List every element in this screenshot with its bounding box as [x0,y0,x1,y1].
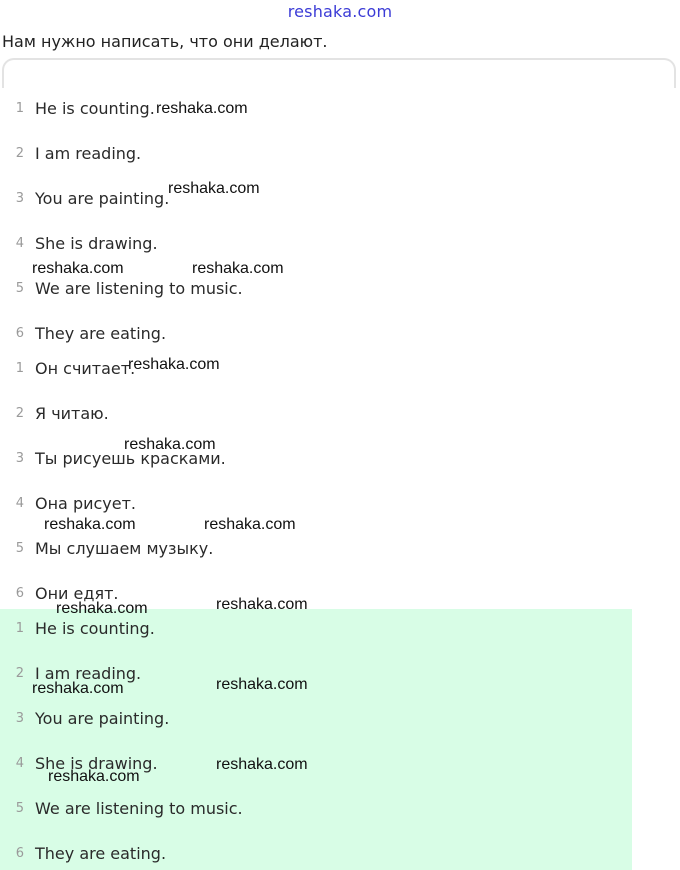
watermark: reshaka.com [216,676,308,693]
item-number: 5 [15,280,24,296]
item-number: 6 [15,845,24,861]
item-text: Он считает. [35,358,136,378]
list-item [0,322,166,344]
list-item [0,402,109,424]
item-number: 3 [15,190,24,206]
item-number: 2 [15,145,24,161]
item-text: Я читаю. [35,403,109,423]
item-number: 4 [15,755,24,771]
item-text: He is counting. [35,98,155,118]
answer-highlight [0,609,632,870]
item-number: 4 [15,495,24,511]
site-header-link[interactable]: reshaka.com [287,2,393,21]
watermark: reshaka.com [168,180,260,197]
watermark: reshaka.com [204,516,296,533]
item-text: We are listening to music. [35,798,243,818]
item-text: She is drawing. [35,753,158,773]
item-number: 2 [15,405,24,421]
intro-text: Нам нужно написать, что они делают. [2,32,328,51]
watermark: reshaka.com [216,596,308,613]
list-item [0,97,155,119]
watermark: reshaka.com [56,600,148,617]
watermark: reshaka.com [156,100,248,117]
item-text: He is counting. [35,618,155,638]
answer-item [0,707,169,729]
item-text: You are painting. [35,188,170,208]
item-number: 5 [15,540,24,556]
list-item [0,537,213,559]
watermark: reshaka.com [124,436,216,453]
watermark: reshaka.com [128,356,220,373]
list-item [0,277,243,299]
item-number: 1 [15,100,24,116]
item-text: We are listening to music. [35,278,243,298]
item-number: 3 [15,450,24,466]
list-item [0,187,169,209]
answer-item [0,842,166,864]
item-number: 6 [15,325,24,341]
answer-item [0,617,155,639]
list-item [0,142,141,164]
watermark: reshaka.com [32,260,124,277]
answer-box-border [2,58,676,88]
item-number: 1 [15,360,24,376]
item-number: 3 [15,710,24,726]
list-item [0,492,136,514]
answer-item [0,797,243,819]
watermark: reshaka.com [32,680,124,697]
item-text: Она рисует. [35,493,137,513]
list-item [0,357,135,379]
item-text: They are eating. [35,843,167,863]
item-text: You are painting. [35,708,170,728]
item-number: 4 [15,235,24,251]
watermark: reshaka.com [192,260,284,277]
item-text: I am reading. [35,143,142,163]
item-text: Ты рисуешь красками. [35,448,226,468]
item-text: Мы слушаем музыку. [35,538,214,558]
item-number: 2 [15,665,24,681]
item-text: She is drawing. [35,233,158,253]
item-text: Они едят. [35,583,119,603]
item-text: I am reading. [35,663,142,683]
watermark: reshaka.com [48,768,140,785]
item-number: 1 [15,620,24,636]
item-number: 6 [15,585,24,601]
item-number: 5 [15,800,24,816]
watermark: reshaka.com [216,756,308,773]
watermark: reshaka.com [44,516,136,533]
item-text: They are eating. [35,323,167,343]
list-item [0,232,158,254]
